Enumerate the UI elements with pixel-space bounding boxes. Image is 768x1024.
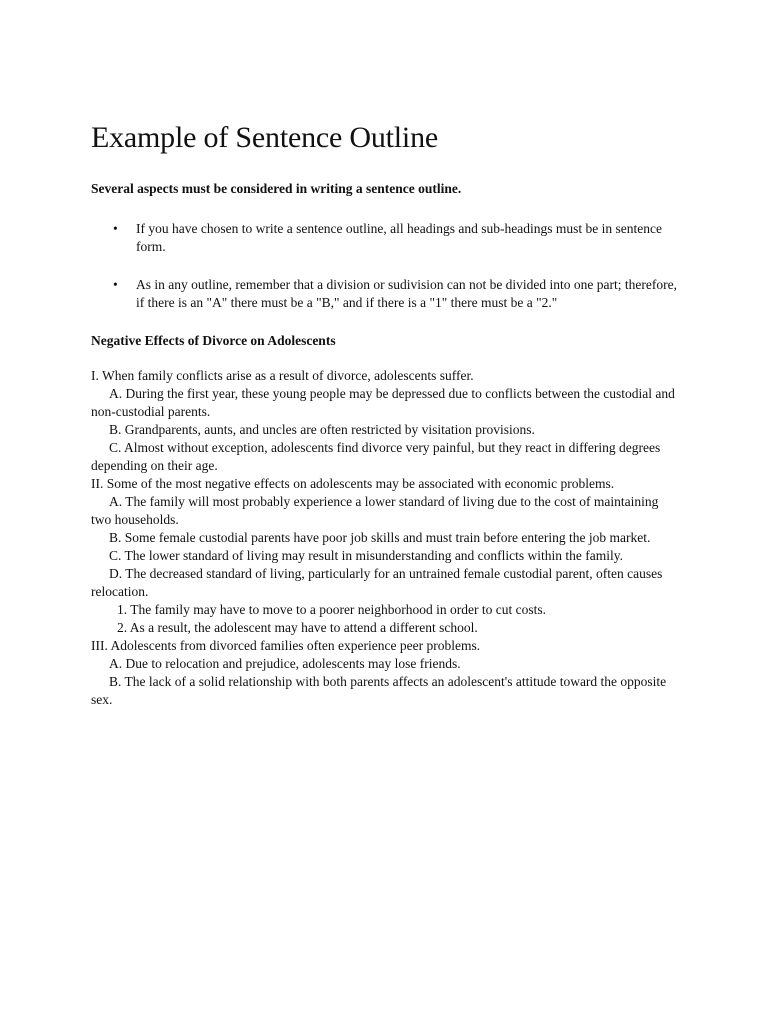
outline-item-level2: B. Grandparents, aunts, and uncles are often restricted by visitation provisions. [109,422,535,437]
bullet-list [91,220,680,312]
page-title: Example of Sentence Outline [91,121,438,154]
bullet-icon: • [113,221,118,236]
bullet-text: If you have chosen to write a sentence outline, all headings and sub-headings must be in sentence form. [136,221,662,254]
bullet-icon: • [113,277,118,292]
outline-item-level3: 2. As a result, the adolescent may have to attend a different school. [117,620,478,635]
sentence-outline [91,367,680,709]
outline-item-level1: II. Some of the most negative effects on adolescents may be associated with economic problems. [91,476,615,491]
outline-item-level2: C. The lower standard of living may result in misunderstanding and conflicts within the family. [109,548,624,563]
outline-item-level2: A. Due to relocation and prejudice, adolescents may lose friends. [109,656,461,671]
outline-item-level2: B. The lack of a solid relationship with both parents affects an adolescent's attitude toward the opposite sex. [91,674,667,707]
outline-item-level1: III. Adolescents from divorced families often experience peer problems. [91,638,481,653]
outline-item-level2: A. During the first year, these young people may be depressed due to conflicts between the custodial and non-custodial parents. [91,386,675,419]
outline-item-level2: C. Almost without exception, adolescents find divorce very painful, but they react in differing degrees depending on their age. [91,440,661,473]
bullet-item [91,276,680,312]
outline-item-level1: I. When family conflicts arise as a result of divorce, adolescents suffer. [91,368,474,383]
bullet-text: As in any outline, remember that a division or sudivision can not be divided into one part; therefore, if there is an "A" there must be a "B," and if there is a "1" there must be a "2." [136,277,677,310]
intro-text: Several aspects must be considered in writing a sentence outline. [91,181,462,196]
outline-item-level2: A. The family will most probably experience a lower standard of living due to the cost of maintaining two households. [91,494,659,527]
section-heading: Negative Effects of Divorce on Adolescents [91,333,336,348]
outline-item-level3: 1. The family may have to move to a poorer neighborhood in order to cut costs. [117,602,547,617]
bullet-item [91,220,680,256]
outline-item-level2: B. Some female custodial parents have poor job skills and must train before entering the job market. [109,530,651,545]
outline-item-level2: D. The decreased standard of living, particularly for an untrained female custodial parent, often causes relocation. [91,566,663,599]
